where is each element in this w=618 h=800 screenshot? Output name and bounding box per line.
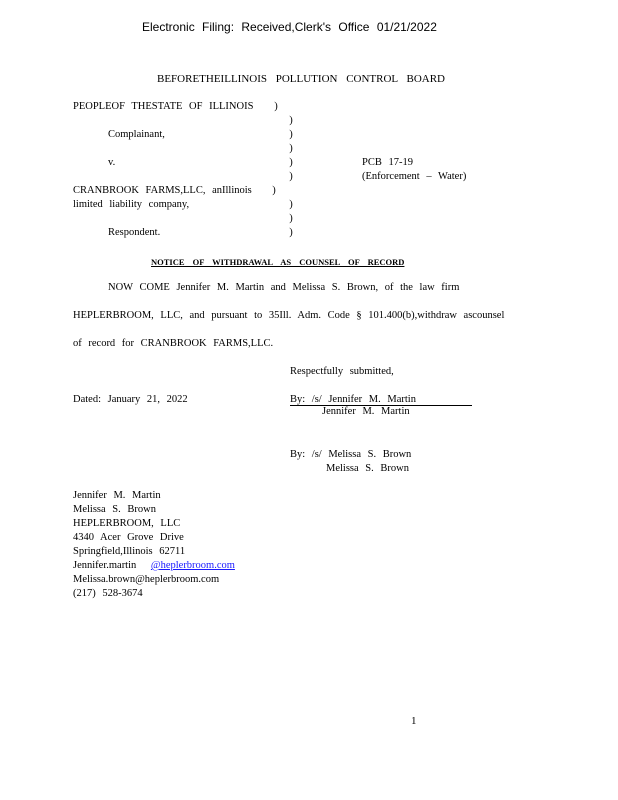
- contact-email-1: [73, 560, 257, 571]
- notice-body-line-2: HEPLERBROOM, LLC, and pursuant to 35Ill. Adm. Code § 101.400(b),withdraw ascounsel: [73, 310, 505, 321]
- contact-name-2: Melissa S. Brown: [73, 504, 156, 515]
- signatory-name-1: Jennifer M. Martin: [322, 406, 410, 417]
- caption-paren: ): [289, 143, 293, 154]
- page-number: 1: [411, 715, 417, 727]
- contact-name-1: Jennifer M. Martin: [73, 490, 161, 501]
- case-number: PCB 17-19: [362, 157, 413, 168]
- board-title: BEFORETHEILLINOIS POLLUTION CONTROL BOARD: [157, 73, 445, 85]
- contact-email-2: Melissa.brown@heplerbroom.com: [73, 574, 220, 585]
- email-1-user: Jennifer.martin: [73, 560, 137, 571]
- caption-paren: ): [289, 199, 293, 210]
- caption-paren: ): [289, 171, 293, 182]
- defendant-line-2: limited liability company,: [73, 199, 190, 210]
- respondent-label: Respondent.: [108, 227, 161, 238]
- caption-paren: ): [289, 213, 293, 224]
- contact-phone: (217) 528-3674: [73, 588, 143, 599]
- plaintiff-name: PEOPLEOF THESTATE OF ILLINOIS: [73, 101, 254, 112]
- filing-stamp: Electronic Filing: Received,Clerk's Office 01/21/2022: [142, 20, 437, 34]
- defendant-line-1: CRANBROOK FARMS,LLC, anIllinois: [73, 185, 252, 196]
- caption-paren: ): [272, 185, 276, 196]
- email-1-link[interactable]: @heplerbroom.com: [150, 560, 235, 571]
- contact-address-2: Springfield,Illinois 62711: [73, 546, 186, 557]
- caption-paren: ): [289, 129, 293, 140]
- signature-line-1: By: /s/ Jennifer M. Martin: [290, 394, 472, 406]
- caption-paren: ): [274, 101, 278, 112]
- signatory-name-2: Melissa S. Brown: [326, 463, 409, 474]
- caption-paren: ): [289, 157, 293, 168]
- contact-firm: HEPLERBROOM, LLC: [73, 518, 181, 529]
- signature-line-2: By: /s/ Melissa S. Brown: [290, 449, 412, 460]
- notice-body-line-3: of record for CRANBROOK FARMS,LLC.: [73, 338, 274, 349]
- case-type: (Enforcement – Water): [362, 171, 467, 182]
- notice-body-line-1: NOW COME Jennifer M. Martin and Melissa S. Brown, of the law firm: [108, 282, 460, 293]
- caption-paren: ): [289, 115, 293, 126]
- dated-line: Dated: January 21, 2022: [73, 394, 188, 405]
- notice-title: NOTICE OF WITHDRAWAL AS COUNSEL OF RECORD: [151, 257, 405, 267]
- versus-label: v.: [108, 157, 116, 168]
- caption-paren: ): [289, 227, 293, 238]
- complainant-label: Complainant,: [108, 129, 165, 140]
- contact-address-1: 4340 Acer Grove Drive: [73, 532, 184, 543]
- respectfully-submitted: Respectfully submitted,: [290, 366, 394, 377]
